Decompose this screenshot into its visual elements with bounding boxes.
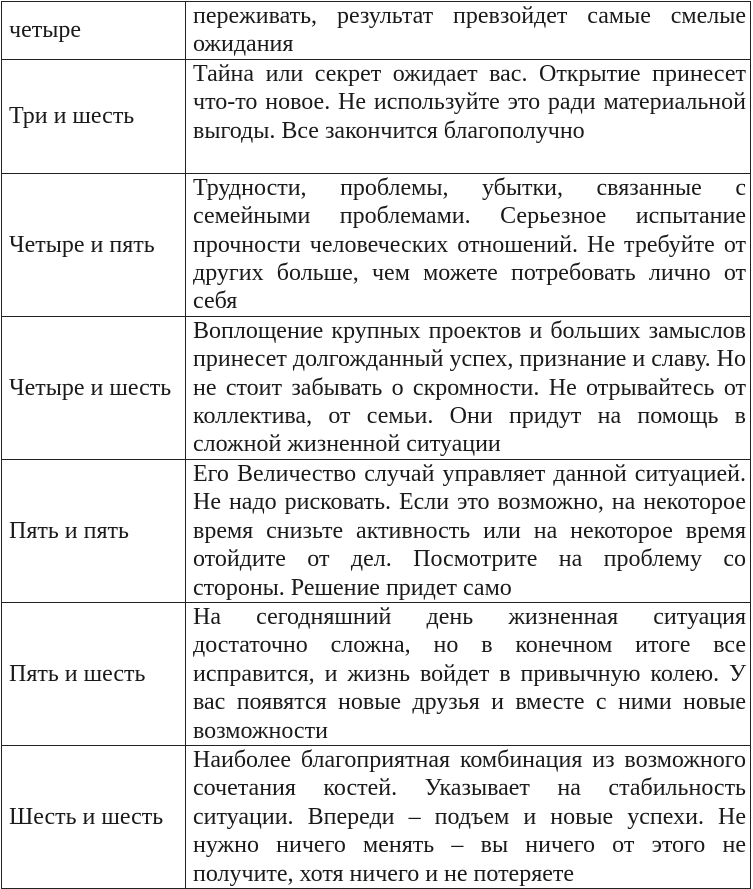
combination-cell: Три и шесть	[2, 59, 186, 173]
meaning-cell: Тайна или секрет ожидает вас. Открытие принесет что-то новое. Не используйте это ради материальной выгоды. Все закончится благополучно	[186, 59, 751, 173]
meaning-cell: Наиболее благоприятная комбинация из возможного сочетания костей. Указывает на стабильность ситуации. Впереди – подъем и новые успехи. Не нужно ничего менять – вы ничего от этого не получите, хотя ничего и не потеряете	[186, 745, 751, 888]
table-row	[2, 459, 751, 602]
meaning-cell: Воплощение крупных проектов и больших замыслов принесет долгожданный успех, признание и славу. Но не стоит забывать о скромности. Не отрывайтесь от коллектива, от семьи. Они придут на помощь в сложной жизненной ситуации	[186, 316, 751, 459]
meaning-cell: Его Величество случай управляет данной ситуацией. Не надо рисковать. Если это возможно, на некоторое время снизьте активность или на некоторое время отойдите от дел. Посмотрите на проблему со стороны. Решение придет само	[186, 459, 751, 602]
meaning-cell: Трудности, проблемы, убытки, связанные с семейными проблемами. Серьезное испытание прочности человеческих отношений. Не требуйте от других больше, чем можете потребовать лично от себя	[186, 173, 751, 316]
table-row	[2, 316, 751, 459]
table-row	[2, 602, 751, 745]
combination-cell: четыре	[2, 2, 186, 60]
table-row	[2, 59, 751, 173]
combination-cell: Пять и пять	[2, 459, 186, 602]
table-row	[2, 173, 751, 316]
table-row	[2, 745, 751, 888]
table-row	[2, 2, 751, 60]
combination-cell: Четыре и шесть	[2, 316, 186, 459]
meaning-cell: На сегодняшний день жизненная ситуация достаточно сложна, но в конечном итоге все исправится, и жизнь войдет в привычную колею. У вас появятся новые друзья и вместе с ними новые возможности	[186, 602, 751, 745]
combination-cell: Шесть и шесть	[2, 745, 186, 888]
combination-cell: Пять и шесть	[2, 602, 186, 745]
meaning-cell: переживать, результат превзойдет самые смелые ожидания	[186, 2, 751, 60]
combination-cell: Четыре и пять	[2, 173, 186, 316]
dice-combinations-table	[1, 1, 751, 889]
